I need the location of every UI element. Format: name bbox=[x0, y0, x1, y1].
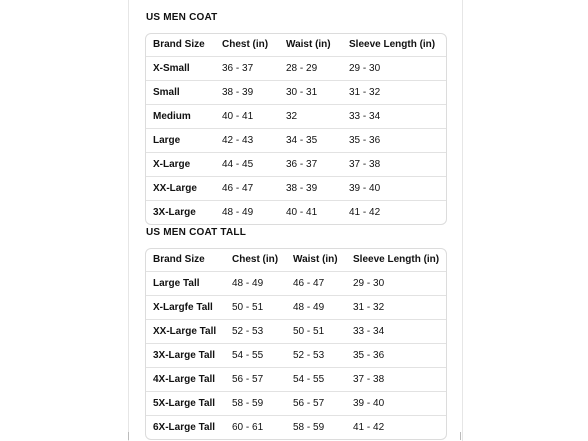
cell-col-sleeve-length: 37 - 38 bbox=[353, 374, 385, 385]
cell-col-chest: 56 - 57 bbox=[232, 374, 264, 385]
table-header-row bbox=[146, 249, 446, 272]
header-col-sleeve-length: Sleeve Length (in) bbox=[353, 254, 440, 265]
cell-col-sleeve-length: 39 - 40 bbox=[349, 183, 381, 194]
table-row bbox=[146, 57, 446, 81]
cell-col-brand-size: Small bbox=[153, 87, 180, 98]
cell-col-brand-size: 6X-Large Tall bbox=[153, 422, 216, 433]
header-col-brand-size: Brand Size bbox=[153, 39, 205, 50]
table-row bbox=[146, 129, 446, 153]
table-header-row bbox=[146, 34, 446, 57]
table-row bbox=[146, 201, 446, 224]
cell-col-chest: 58 - 59 bbox=[232, 398, 264, 409]
cell-col-sleeve-length: 29 - 30 bbox=[349, 63, 381, 74]
cell-col-sleeve-length: 39 - 40 bbox=[353, 398, 385, 409]
table-row bbox=[146, 392, 446, 416]
cell-col-brand-size: 5X-Large Tall bbox=[153, 398, 216, 409]
cell-col-chest: 44 - 45 bbox=[222, 159, 254, 170]
cell-col-waist: 32 bbox=[286, 111, 298, 122]
size-table-coat bbox=[145, 33, 447, 225]
cell-col-chest: 54 - 55 bbox=[232, 350, 264, 361]
cell-col-brand-size: X-Small bbox=[153, 63, 190, 74]
cell-col-sleeve-length: 33 - 34 bbox=[349, 111, 381, 122]
header-col-waist: Waist (in) bbox=[286, 39, 331, 50]
header-col-brand-size: Brand Size bbox=[153, 254, 205, 265]
cell-col-sleeve-length: 41 - 42 bbox=[349, 207, 381, 218]
cell-col-chest: 60 - 61 bbox=[232, 422, 264, 433]
cell-col-sleeve-length: 29 - 30 bbox=[353, 278, 385, 289]
cell-col-waist: 52 - 53 bbox=[293, 350, 325, 361]
table-row bbox=[146, 416, 446, 439]
table-row bbox=[146, 177, 446, 201]
cell-col-sleeve-length: 33 - 34 bbox=[353, 326, 385, 337]
cell-col-chest: 52 - 53 bbox=[232, 326, 264, 337]
cell-col-sleeve-length: 35 - 36 bbox=[349, 135, 381, 146]
cell-col-brand-size: XX-Large Tall bbox=[153, 326, 217, 337]
cell-col-waist: 38 - 39 bbox=[286, 183, 318, 194]
cell-col-waist: 28 - 29 bbox=[286, 63, 318, 74]
table-row bbox=[146, 368, 446, 392]
header-col-sleeve-length: Sleeve Length (in) bbox=[349, 39, 436, 50]
cell-col-sleeve-length: 31 - 32 bbox=[353, 302, 385, 313]
cell-col-brand-size: X-Large bbox=[153, 159, 191, 170]
cell-col-brand-size: XX-Large bbox=[153, 183, 197, 194]
cell-col-sleeve-length: 41 - 42 bbox=[353, 422, 385, 433]
corner-mark-left bbox=[128, 432, 129, 440]
cell-col-brand-size: Medium bbox=[153, 111, 191, 122]
section-title-coat: US MEN COAT bbox=[146, 12, 218, 23]
cell-col-chest: 48 - 49 bbox=[222, 207, 254, 218]
cell-col-brand-size: Large Tall bbox=[153, 278, 200, 289]
cell-col-chest: 36 - 37 bbox=[222, 63, 254, 74]
section-title-coat-tall: US MEN COAT TALL bbox=[146, 227, 247, 238]
cell-col-sleeve-length: 31 - 32 bbox=[349, 87, 381, 98]
table-row bbox=[146, 81, 446, 105]
cell-col-brand-size: Large bbox=[153, 135, 181, 146]
table-row bbox=[146, 296, 446, 320]
cell-col-chest: 50 - 51 bbox=[232, 302, 264, 313]
cell-col-chest: 38 - 39 bbox=[222, 87, 254, 98]
corner-mark-right bbox=[460, 432, 461, 440]
cell-col-brand-size: 4X-Large Tall bbox=[153, 374, 216, 385]
cell-col-brand-size: 3X-Large bbox=[153, 207, 196, 218]
table-row bbox=[146, 105, 446, 129]
cell-col-waist: 36 - 37 bbox=[286, 159, 318, 170]
cell-col-waist: 46 - 47 bbox=[293, 278, 325, 289]
size-table-coat-tall bbox=[145, 248, 447, 440]
table-row bbox=[146, 272, 446, 296]
table-row bbox=[146, 320, 446, 344]
cell-col-waist: 58 - 59 bbox=[293, 422, 325, 433]
header-col-chest: Chest (in) bbox=[232, 254, 279, 265]
cell-col-waist: 56 - 57 bbox=[293, 398, 325, 409]
cell-col-chest: 40 - 41 bbox=[222, 111, 254, 122]
table-row bbox=[146, 153, 446, 177]
cell-col-sleeve-length: 37 - 38 bbox=[349, 159, 381, 170]
cell-col-chest: 48 - 49 bbox=[232, 278, 264, 289]
header-col-chest: Chest (in) bbox=[222, 39, 269, 50]
cell-col-waist: 34 - 35 bbox=[286, 135, 318, 146]
cell-col-chest: 46 - 47 bbox=[222, 183, 254, 194]
cell-col-brand-size: 3X-Large Tall bbox=[153, 350, 216, 361]
cell-col-waist: 48 - 49 bbox=[293, 302, 325, 313]
table-row bbox=[146, 344, 446, 368]
header-col-waist: Waist (in) bbox=[293, 254, 338, 265]
cell-col-waist: 40 - 41 bbox=[286, 207, 318, 218]
cell-col-chest: 42 - 43 bbox=[222, 135, 254, 146]
cell-col-brand-size: X-Largfe Tall bbox=[153, 302, 213, 313]
cell-col-sleeve-length: 35 - 36 bbox=[353, 350, 385, 361]
cell-col-waist: 50 - 51 bbox=[293, 326, 325, 337]
cell-col-waist: 30 - 31 bbox=[286, 87, 318, 98]
cell-col-waist: 54 - 55 bbox=[293, 374, 325, 385]
